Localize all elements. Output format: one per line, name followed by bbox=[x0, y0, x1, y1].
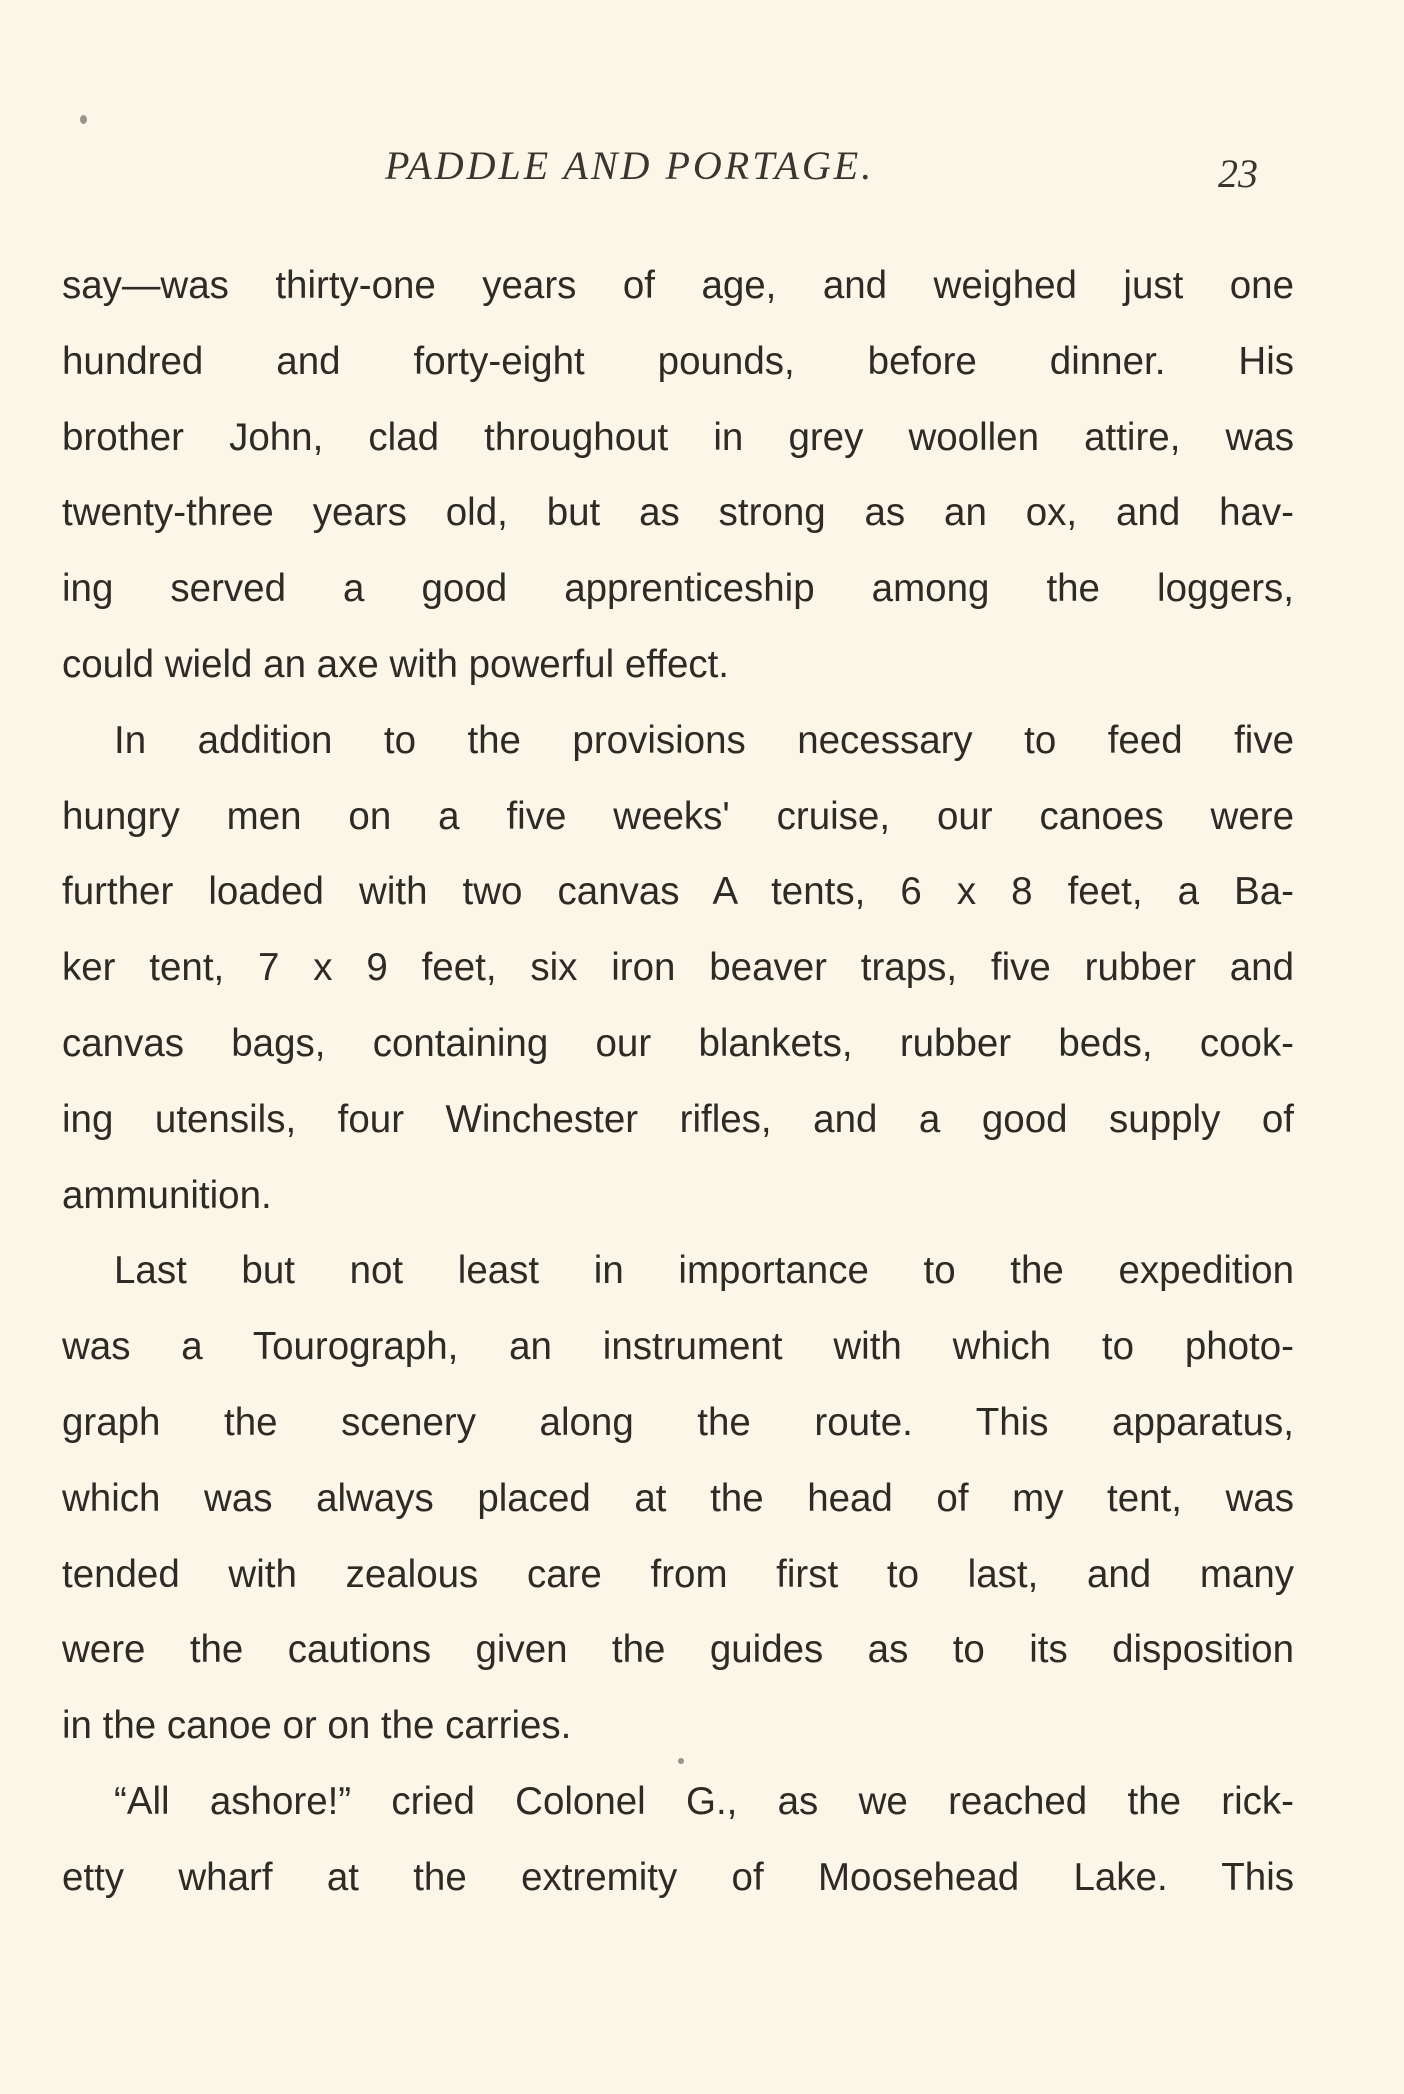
text-line: hungry men on a five weeks' cruise, our canoes were bbox=[62, 794, 1294, 838]
text-line: ing utensils, four Winchester rifles, and a good supply of bbox=[62, 1097, 1294, 1141]
text-line: twenty-three years old, but as strong as an ox, and hav- bbox=[62, 491, 1294, 535]
text-line: ker tent, 7 x 9 feet, six iron beaver traps, five rubber and bbox=[62, 946, 1294, 990]
text-line: In addition to the provisions necessary to feed five bbox=[114, 718, 1294, 762]
text-line: hundred and forty-eight pounds, before dinner. His bbox=[62, 339, 1294, 383]
page-number: 23 bbox=[1218, 151, 1258, 196]
text-line: canvas bags, containing our blankets, rubber beds, cook- bbox=[62, 1021, 1294, 1065]
body-text bbox=[62, 248, 1294, 1916]
text-line: could wield an axe with powerful effect. bbox=[62, 642, 730, 686]
text-line: say—was thirty-one years of age, and weighed just one bbox=[62, 264, 1294, 307]
text-line: tended with zealous care from first to last, and many bbox=[62, 1552, 1294, 1596]
text-line: etty wharf at the extremity of Moosehead Lake. This bbox=[62, 1855, 1294, 1899]
ink-speck bbox=[80, 115, 87, 124]
text-line: in the canoe or on the carries. bbox=[62, 1704, 572, 1748]
text-line: were the cautions given the guides as to its disposition bbox=[62, 1628, 1294, 1672]
text-line: graph the scenery along the route. This apparatus, bbox=[62, 1400, 1294, 1444]
text-line: “All ashore!” cried Colonel G., as we reached the rick- bbox=[114, 1779, 1294, 1823]
text-line: ing served a good apprenticeship among the loggers, bbox=[62, 567, 1294, 611]
running-head bbox=[0, 142, 1404, 202]
text-line: Last but not least in importance to the expedition bbox=[114, 1249, 1294, 1293]
text-line: brother John, clad throughout in grey woollen attire, was bbox=[62, 415, 1294, 459]
text-line: was a Tourograph, an instrument with which to photo- bbox=[62, 1325, 1294, 1369]
text-line: further loaded with two canvas A tents, 6 x 8 feet, a Ba- bbox=[62, 870, 1294, 914]
text-line: ammunition. bbox=[62, 1173, 272, 1217]
text-line: which was always placed at the head of my tent, was bbox=[62, 1476, 1294, 1520]
running-title: PADDLE AND PORTAGE. bbox=[385, 143, 875, 188]
